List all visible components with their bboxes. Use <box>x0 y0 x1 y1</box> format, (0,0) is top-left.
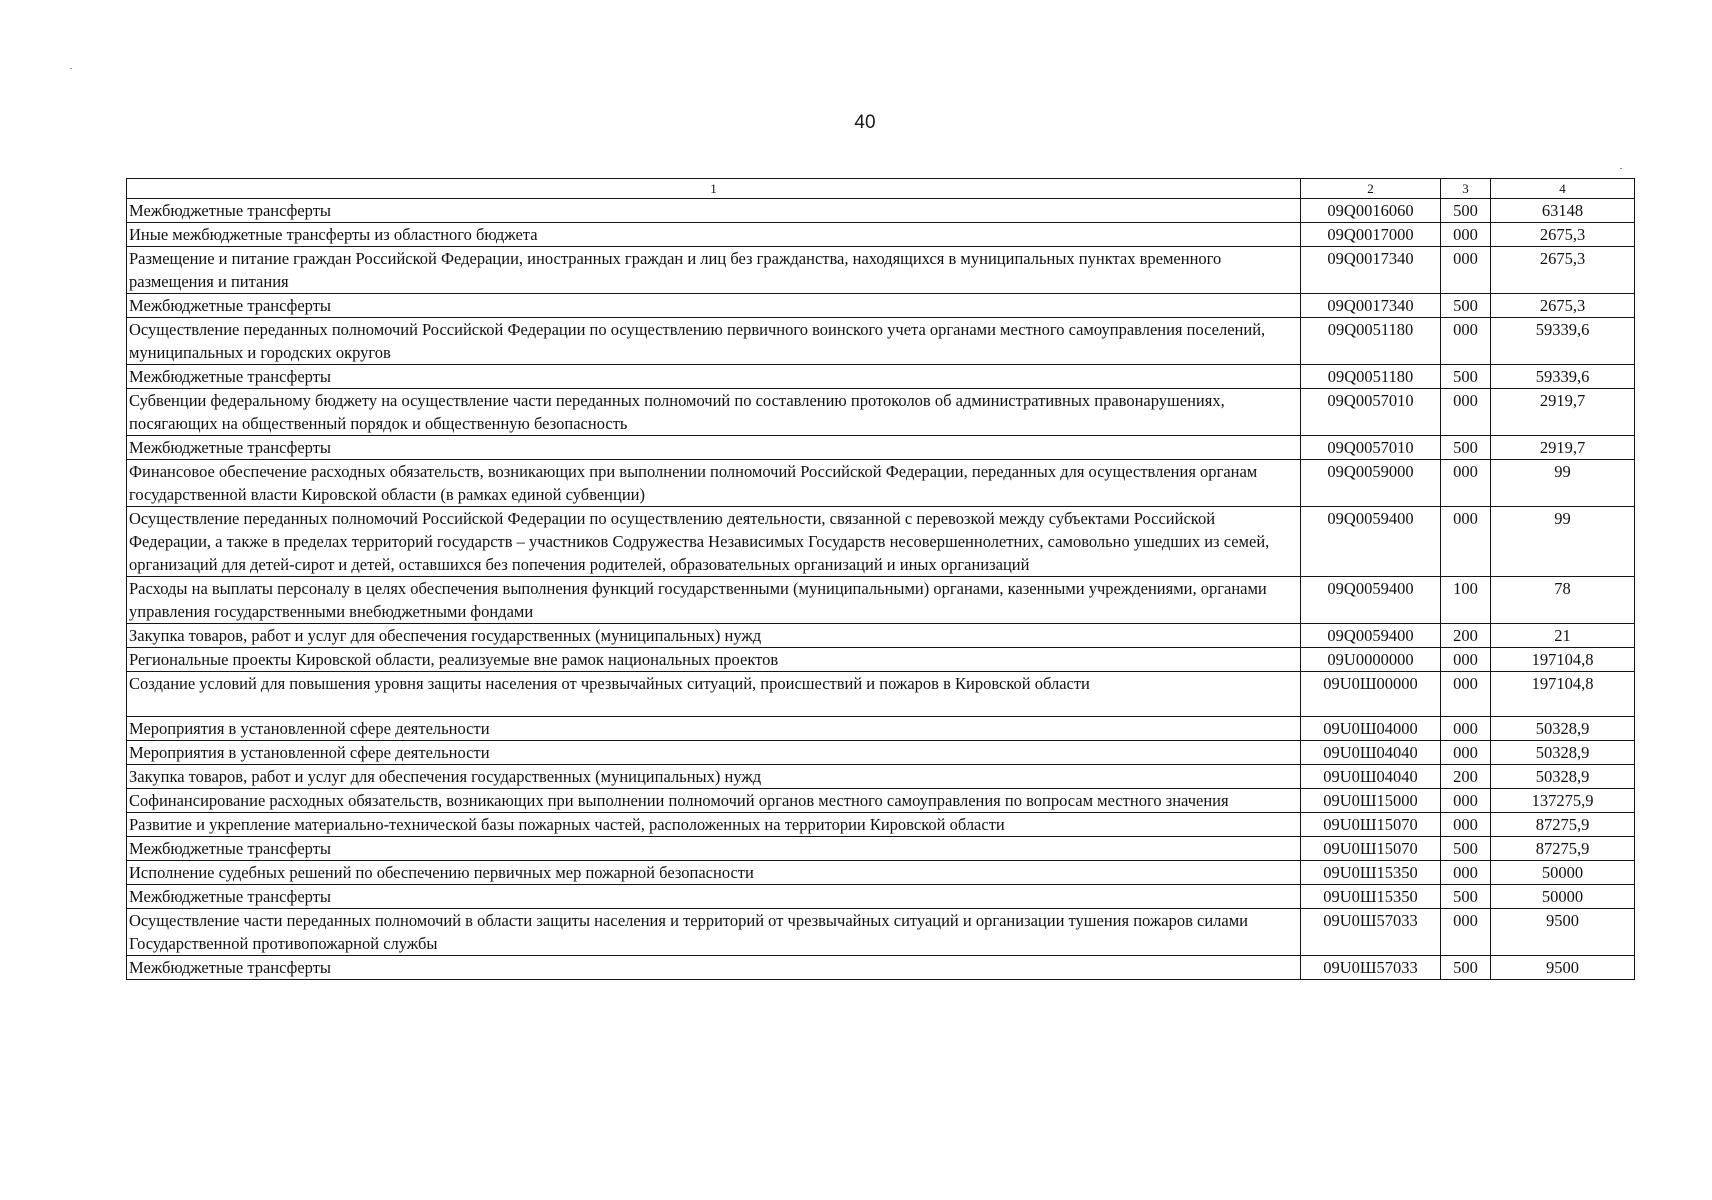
table-row <box>127 956 1635 980</box>
row-name-cell: Субвенции федеральному бюджету на осуществление части переданных полномочий по составлению протоколов об административных правонарушениях, посягающих на общественный порядок и общественную безопасность <box>127 389 1301 436</box>
table-row <box>127 861 1635 885</box>
row-code-cell: 09U0Ш04040 <box>1301 765 1441 789</box>
row-code-cell: 09U0Ш57033 <box>1301 909 1441 956</box>
row-code-cell: 09Q0059400 <box>1301 577 1441 624</box>
table-row <box>127 813 1635 837</box>
table-row <box>127 672 1635 717</box>
row-code-cell: 09U0Ш15350 <box>1301 861 1441 885</box>
page-number: 40 <box>854 112 876 133</box>
row-code-cell: 09Q0051180 <box>1301 318 1441 365</box>
table-row <box>127 577 1635 624</box>
table-row <box>127 460 1635 507</box>
table-row <box>127 789 1635 813</box>
row-code-cell: 09U0Ш15070 <box>1301 837 1441 861</box>
row-code-cell: 09U0Ш15070 <box>1301 813 1441 837</box>
row-expense-type-cell: 500 <box>1441 837 1491 861</box>
row-expense-type-cell: 500 <box>1441 294 1491 318</box>
row-expense-type-cell: 000 <box>1441 813 1491 837</box>
row-expense-type-cell: 000 <box>1441 909 1491 956</box>
row-name-cell: Финансовое обеспечение расходных обязательств, возникающих при выполнении полномочий Российской Федерации, переданных для осуществления органам государственной власти Кировской области (в рамках единой субвенции) <box>127 460 1301 507</box>
row-amount-cell: 2919,7 <box>1491 436 1635 460</box>
row-name-cell: Закупка товаров, работ и услуг для обеспечения государственных (муниципальных) нужд <box>127 765 1301 789</box>
row-amount-cell: 2919,7 <box>1491 389 1635 436</box>
row-amount-cell: 21 <box>1491 624 1635 648</box>
row-amount-cell: 197104,8 <box>1491 672 1635 717</box>
row-expense-type-cell: 100 <box>1441 577 1491 624</box>
table-row <box>127 741 1635 765</box>
row-name-cell: Межбюджетные трансферты <box>127 436 1301 460</box>
row-expense-type-cell: 200 <box>1441 765 1491 789</box>
table-body <box>127 179 1635 980</box>
row-amount-cell: 59339,6 <box>1491 365 1635 389</box>
row-name-cell: Межбюджетные трансферты <box>127 956 1301 980</box>
table-row <box>127 837 1635 861</box>
row-code-cell: 09Q0057010 <box>1301 436 1441 460</box>
row-expense-type-cell: 000 <box>1441 789 1491 813</box>
row-expense-type-cell: 000 <box>1441 318 1491 365</box>
header-cell-code: 2 <box>1301 179 1441 199</box>
row-code-cell: 09Q0016060 <box>1301 199 1441 223</box>
table-row <box>127 294 1635 318</box>
row-amount-cell: 50000 <box>1491 885 1635 909</box>
row-code-cell: 09U0Ш00000 <box>1301 672 1441 717</box>
row-expense-type-cell: 000 <box>1441 672 1491 717</box>
row-name-cell: Осуществление переданных полномочий Российской Федерации по осуществлению первичного воинского учета органами местного самоуправления поселений, муниципальных и городских округов <box>127 318 1301 365</box>
row-code-cell: 09U0Ш57033 <box>1301 956 1441 980</box>
row-amount-cell: 50328,9 <box>1491 741 1635 765</box>
row-amount-cell: 50000 <box>1491 861 1635 885</box>
row-name-cell: Региональные проекты Кировской области, реализуемые вне рамок национальных проектов <box>127 648 1301 672</box>
row-name-cell: Иные межбюджетные трансферты из областного бюджета <box>127 223 1301 247</box>
table-row <box>127 507 1635 577</box>
row-amount-cell: 2675,3 <box>1491 247 1635 294</box>
table-row <box>127 199 1635 223</box>
row-code-cell: 09U0Ш15000 <box>1301 789 1441 813</box>
row-name-cell: Исполнение судебных решений по обеспечению первичных мер пожарной безопасности <box>127 861 1301 885</box>
row-name-cell: Осуществление части переданных полномочий в области защиты населения и территорий от чрезвычайных ситуаций и организации тушения пожаров силами Государственной противопожарной службы <box>127 909 1301 956</box>
header-cell-amount: 4 <box>1491 179 1635 199</box>
row-expense-type-cell: 500 <box>1441 956 1491 980</box>
row-amount-cell: 197104,8 <box>1491 648 1635 672</box>
table-row <box>127 717 1635 741</box>
row-expense-type-cell: 500 <box>1441 199 1491 223</box>
row-expense-type-cell: 000 <box>1441 648 1491 672</box>
row-expense-type-cell: 000 <box>1441 247 1491 294</box>
row-name-cell: Создание условий для повышения уровня защиты населения от чрезвычайных ситуаций, происшествий и пожаров в Кировской области <box>127 672 1301 717</box>
row-name-cell: Мероприятия в установленной сфере деятельности <box>127 741 1301 765</box>
row-code-cell: 09Q0059400 <box>1301 624 1441 648</box>
table-row <box>127 389 1635 436</box>
row-code-cell: 09U0Ш15350 <box>1301 885 1441 909</box>
row-amount-cell: 9500 <box>1491 909 1635 956</box>
table-row <box>127 318 1635 365</box>
row-code-cell: 09Q0017340 <box>1301 294 1441 318</box>
row-expense-type-cell: 000 <box>1441 507 1491 577</box>
row-amount-cell: 2675,3 <box>1491 294 1635 318</box>
row-name-cell: Размещение и питание граждан Российской Федерации, иностранных граждан и лиц без гражданства, находящихся в муниципальных пунктах временного размещения и питания <box>127 247 1301 294</box>
row-expense-type-cell: 500 <box>1441 436 1491 460</box>
table-header-row <box>127 179 1635 199</box>
row-expense-type-cell: 000 <box>1441 861 1491 885</box>
row-expense-type-cell: 500 <box>1441 365 1491 389</box>
row-amount-cell: 99 <box>1491 460 1635 507</box>
row-name-cell: Межбюджетные трансферты <box>127 294 1301 318</box>
row-code-cell: 09U0Ш04000 <box>1301 717 1441 741</box>
row-amount-cell: 9500 <box>1491 956 1635 980</box>
row-name-cell: Развитие и укрепление материально-технической базы пожарных частей, расположенных на территории Кировской области <box>127 813 1301 837</box>
header-cell-expense-type: 3 <box>1441 179 1491 199</box>
row-name-cell: Межбюджетные трансферты <box>127 885 1301 909</box>
row-name-cell: Мероприятия в установленной сфере деятельности <box>127 717 1301 741</box>
row-amount-cell: 2675,3 <box>1491 223 1635 247</box>
row-amount-cell: 50328,9 <box>1491 765 1635 789</box>
budget-table <box>126 178 1635 980</box>
row-name-cell: Софинансирование расходных обязательств, возникающих при выполнении полномочий органов местного самоуправления по вопросам местного значения <box>127 789 1301 813</box>
row-amount-cell: 59339,6 <box>1491 318 1635 365</box>
row-amount-cell: 87275,9 <box>1491 813 1635 837</box>
row-name-cell: Осуществление переданных полномочий Российской Федерации по осуществлению деятельности, связанной с перевозкой между субъектами Российской Федерации, а также в пределах территорий государств – участников Содружества Независимых Государств несовершеннолетних, самовольно ушедших из семей, организаций для детей-сирот и детей, оставшихся без попечения родителей, образовательных организаций и иных организаций <box>127 507 1301 577</box>
row-amount-cell: 78 <box>1491 577 1635 624</box>
row-code-cell: 09U0000000 <box>1301 648 1441 672</box>
row-amount-cell: 63148 <box>1491 199 1635 223</box>
table-row <box>127 648 1635 672</box>
row-expense-type-cell: 500 <box>1441 885 1491 909</box>
row-amount-cell: 87275,9 <box>1491 837 1635 861</box>
row-amount-cell: 99 <box>1491 507 1635 577</box>
table-row <box>127 765 1635 789</box>
row-expense-type-cell: 000 <box>1441 741 1491 765</box>
row-amount-cell: 50328,9 <box>1491 717 1635 741</box>
row-code-cell: 09Q0059400 <box>1301 507 1441 577</box>
row-amount-cell: 137275,9 <box>1491 789 1635 813</box>
table-row <box>127 436 1635 460</box>
row-code-cell: 09U0Ш04040 <box>1301 741 1441 765</box>
row-expense-type-cell: 000 <box>1441 717 1491 741</box>
row-expense-type-cell: 000 <box>1441 460 1491 507</box>
row-name-cell: Закупка товаров, работ и услуг для обеспечения государственных (муниципальных) нужд <box>127 624 1301 648</box>
row-name-cell: Межбюджетные трансферты <box>127 365 1301 389</box>
scan-speck <box>1620 168 1622 169</box>
row-name-cell: Расходы на выплаты персоналу в целях обеспечения выполнения функций государственными (муниципальными) органами, казенными учреждениями, органами управления государственными внебюджетными фондами <box>127 577 1301 624</box>
header-cell-name: 1 <box>127 179 1301 199</box>
row-name-cell: Межбюджетные трансферты <box>127 837 1301 861</box>
row-code-cell: 09Q0017340 <box>1301 247 1441 294</box>
table-row <box>127 885 1635 909</box>
scan-speck <box>70 68 72 69</box>
table-row <box>127 624 1635 648</box>
table-row <box>127 247 1635 294</box>
row-expense-type-cell: 000 <box>1441 389 1491 436</box>
row-expense-type-cell: 000 <box>1441 223 1491 247</box>
table-row <box>127 909 1635 956</box>
row-code-cell: 09Q0017000 <box>1301 223 1441 247</box>
row-code-cell: 09Q0051180 <box>1301 365 1441 389</box>
table-row <box>127 365 1635 389</box>
table-row <box>127 223 1635 247</box>
row-code-cell: 09Q0059000 <box>1301 460 1441 507</box>
row-code-cell: 09Q0057010 <box>1301 389 1441 436</box>
row-name-cell: Межбюджетные трансферты <box>127 199 1301 223</box>
row-expense-type-cell: 200 <box>1441 624 1491 648</box>
